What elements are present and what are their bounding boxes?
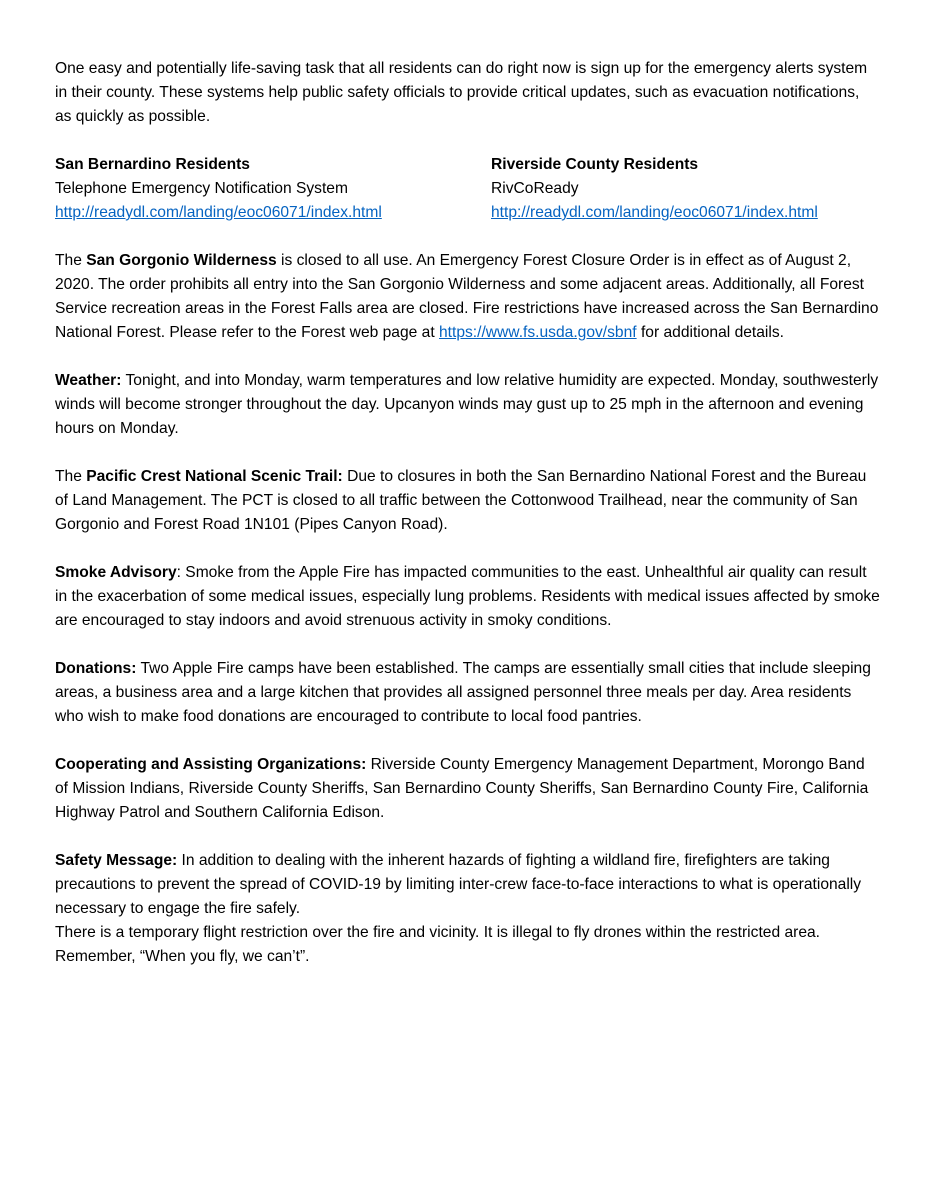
smoke-text: : Smoke from the Apple Fire has impacted communities to the east. Unhealthful air quality can result in the exacerbation of some medical issues, especially lung problems. Residents with medical issues affected by smoke are encouraged to stay indoors and avoid strenuous activity in smoky conditions.: [55, 564, 880, 629]
safety-text: In addition to dealing with the inherent hazards of fighting a wildland fire, firefighters are taking precautions to prevent the spread of COVID-19 by limiting inter-crew face-to-face interactions to what is operationally necessary to engage the fire safely.: [55, 852, 862, 917]
smoke-paragraph: [55, 561, 880, 633]
closure-paragraph: [55, 249, 880, 345]
smoke-label: Smoke Advisory: [55, 564, 177, 581]
cooperating-text: Riverside County Emergency Management Department, Morongo Band of Mission Indians, Riverside County Sheriffs, San Bernardino County Sheriffs, San Bernardino County Fire, California Highway Patrol and Southern California Edison.: [55, 756, 869, 821]
forest-web-link[interactable]: https://www.fs.usda.gov/sbnf: [438, 324, 637, 341]
closure-pre: The: [55, 252, 87, 269]
closure-text: is closed to all use. An Emergency Forest Closure Order is in effect as of August 2, 2020. The order prohibits all entry into the San Gorgonio Wilderness and some adjacent areas. Additionally, all Forest Service recreation areas in the Forest Falls area are closed. Fire restrictions have increased across the San Bernardino National Forest. Please refer to the Forest web page at: [55, 252, 879, 341]
san-bernardino-link[interactable]: http://readydl.com/landing/eoc06071/index.html: [55, 204, 382, 221]
riverside-alerts: [491, 153, 880, 225]
weather-label: Weather:: [55, 372, 122, 389]
riverside-system: RivCoReady: [491, 180, 579, 197]
donations-label: Donations:: [55, 660, 137, 677]
pct-pre: The: [55, 468, 87, 485]
san-bernardino-alerts: [55, 153, 491, 225]
cooperating-label: Cooperating and Assisting Organizations:: [55, 756, 367, 773]
san-bernardino-heading: San Bernardino Residents: [55, 156, 250, 173]
donations-text: Two Apple Fire camps have been established. The camps are essentially small cities that include sleeping areas, a business area and a large kitchen that provides all assigned personnel three meals per day. Area residents who wish to make food donations are encouraged to contribute to local food pantries.: [55, 660, 871, 725]
weather-paragraph: [55, 369, 880, 441]
pct-text: Due to closures in both the San Bernardino National Forest and the Bureau of Land Management. The PCT is closed to all traffic between the Cottonwood Trailhead, near the community of San Gorgonio and Forest Road 1N101 (Pipes Canyon Road).: [55, 468, 867, 533]
pct-paragraph: [55, 465, 880, 537]
donations-paragraph: [55, 657, 880, 729]
riverside-link[interactable]: http://readydl.com/landing/eoc06071/index.html: [491, 204, 818, 221]
pct-label: Pacific Crest National Scenic Trail:: [86, 468, 343, 485]
safety-label: Safety Message:: [55, 852, 178, 869]
weather-text: Tonight, and into Monday, warm temperatures and low relative humidity are expected. Monday, southwesterly winds will become stronger throughout the day. Upcanyon winds may gust up to 25 mph in the afternoon and evening hours on Monday.: [55, 372, 879, 437]
safety-paragraph: [55, 849, 880, 921]
intro-paragraph: One easy and potentially life-saving task that all residents can do right now is sign up for the emergency alerts system in their county. These systems help public safety officials to provide critical updates, such as evacuation notifications, as quickly as possible.: [55, 60, 868, 125]
riverside-heading: Riverside County Residents: [491, 156, 699, 173]
flight-restriction-paragraph: There is a temporary flight restriction over the fire and vicinity. It is illegal to fly drones within the restricted area. Remember, “When you fly, we can’t”.: [55, 924, 820, 965]
closure-bold: San Gorgonio Wilderness: [86, 252, 277, 269]
cooperating-paragraph: [55, 753, 880, 825]
alert-systems: [55, 153, 880, 225]
closure-post: for additional details.: [636, 324, 784, 341]
document-page: [55, 57, 880, 993]
san-bernardino-system: Telephone Emergency Notification System: [55, 180, 348, 197]
